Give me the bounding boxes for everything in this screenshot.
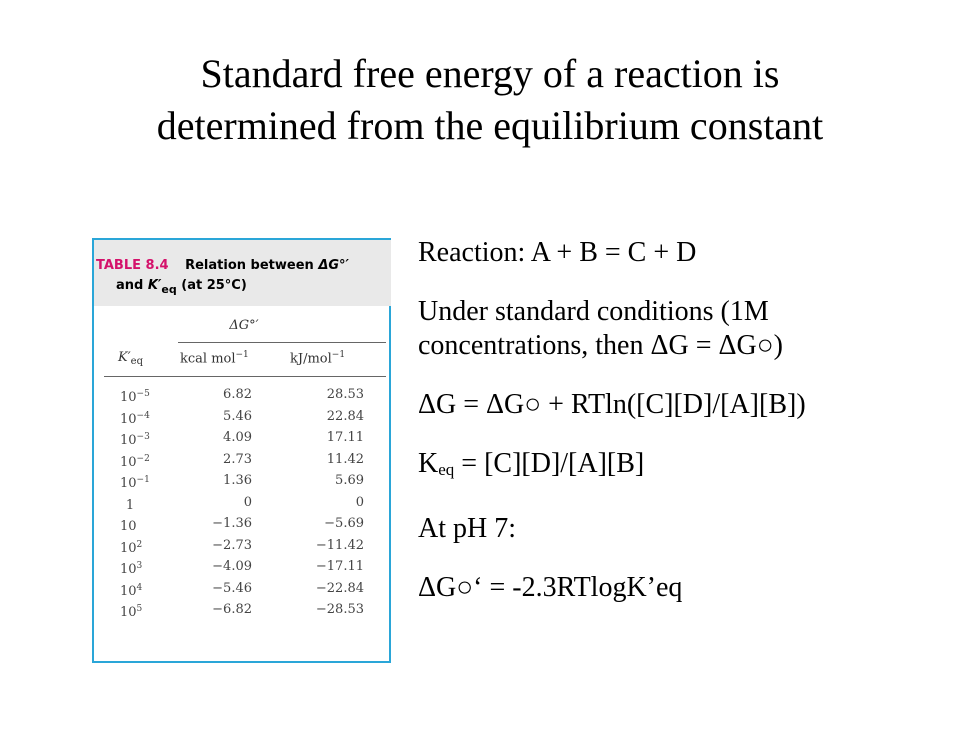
keq-base: 10 bbox=[120, 454, 137, 470]
column-header-kcal bbox=[180, 350, 249, 366]
cell-kj: −22.84 bbox=[315, 580, 364, 596]
group-header-delta-g: ΔG°′ bbox=[229, 318, 259, 333]
table-row bbox=[94, 492, 389, 514]
table-row bbox=[94, 578, 389, 600]
table-figure bbox=[92, 238, 391, 663]
table-label: TABLE 8.4 bbox=[96, 258, 169, 273]
table-row bbox=[94, 535, 389, 557]
table-row bbox=[94, 427, 389, 449]
keq-exp: −4 bbox=[136, 410, 150, 421]
cell-kj: −28.53 bbox=[315, 602, 364, 617]
table-row bbox=[94, 599, 389, 621]
slide-title bbox=[0, 48, 980, 152]
keq-base: 10 bbox=[120, 519, 137, 534]
cell-kcal: 5.46 bbox=[223, 408, 252, 424]
standard-conditions-line-1: Under standard conditions (1M bbox=[418, 296, 769, 327]
caption-k-sub: eq bbox=[161, 283, 177, 296]
table-rows bbox=[94, 384, 389, 621]
cell-kj: 11.42 bbox=[326, 451, 364, 467]
table-caption bbox=[92, 238, 391, 306]
cell-keq bbox=[120, 599, 142, 624]
cell-kj: −11.42 bbox=[315, 537, 364, 553]
keq-base: 10 bbox=[120, 390, 137, 405]
keq-base: 10 bbox=[120, 562, 137, 577]
ph-equation: ΔG○‘ = -2.3RTlogK’eq bbox=[418, 572, 683, 603]
column-header-keq-sub: eq bbox=[130, 356, 143, 367]
notes-text bbox=[418, 236, 948, 605]
cell-kj: 17.11 bbox=[326, 430, 364, 445]
keq-equation bbox=[418, 447, 948, 487]
slide-title-line-1: Standard free energy of a reaction is bbox=[200, 51, 780, 96]
keq-sub: eq bbox=[438, 460, 455, 479]
header-rule bbox=[104, 376, 386, 377]
slide-title-line-2: determined from the equilibrium constant bbox=[156, 103, 824, 148]
cell-kcal: −2.73 bbox=[212, 537, 252, 553]
keq-exp: 2 bbox=[136, 539, 143, 550]
keq-base: 10 bbox=[120, 433, 137, 448]
keq-exp: −5 bbox=[136, 389, 150, 399]
cell-kcal: −5.46 bbox=[212, 580, 252, 596]
cell-kj: −17.11 bbox=[315, 559, 364, 574]
cell-kcal: 4.09 bbox=[223, 430, 252, 445]
cell-kcal: 0 bbox=[243, 494, 252, 510]
keq-base: 10 bbox=[120, 583, 137, 599]
standard-conditions-line-2: concentrations, then ΔG = ΔG○) bbox=[418, 330, 783, 361]
keq-exp: 4 bbox=[136, 582, 143, 593]
cell-kcal: 6.82 bbox=[223, 387, 252, 402]
cell-kcal: 1.36 bbox=[223, 473, 252, 488]
caption-and: and bbox=[116, 278, 144, 293]
table-caption-line-2 bbox=[116, 278, 247, 296]
keq-base: 10 bbox=[120, 411, 137, 427]
keq-exp: −1 bbox=[136, 475, 150, 485]
column-header-kj bbox=[290, 350, 345, 366]
table-row bbox=[94, 556, 389, 578]
column-header-kcal-text: kcal mol bbox=[180, 351, 236, 367]
table-row bbox=[94, 513, 389, 535]
cell-kj: 28.53 bbox=[326, 387, 364, 402]
cell-kj: 5.69 bbox=[335, 473, 364, 488]
column-header-keq-k: K′ bbox=[118, 350, 131, 365]
cell-kcal: −1.36 bbox=[212, 516, 252, 531]
keq-exp: −2 bbox=[136, 453, 150, 464]
cell-kcal: −6.82 bbox=[212, 602, 252, 617]
delta-g-equation: ΔG = ΔG○ + RTln([C][D]/[A][B]) bbox=[418, 389, 806, 420]
table-caption-line-1 bbox=[96, 258, 349, 273]
keq-base: 10 bbox=[120, 540, 137, 556]
data-table bbox=[92, 306, 391, 663]
caption-relation: Relation between bbox=[185, 258, 314, 273]
cell-kj: 0 bbox=[355, 494, 364, 510]
cell-kcal: 2.73 bbox=[223, 451, 252, 467]
caption-delta-g: ΔG°′ bbox=[318, 258, 349, 273]
column-header-kj-sup: −1 bbox=[331, 350, 346, 360]
column-header-keq bbox=[118, 350, 143, 365]
caption-temp: (at 25°C) bbox=[181, 278, 247, 293]
keq-base: 1 bbox=[125, 497, 135, 513]
reaction-line: Reaction: A + B = C + D bbox=[418, 237, 697, 268]
keq-base: 10 bbox=[120, 605, 137, 620]
group-header-rule bbox=[178, 342, 386, 343]
table-row bbox=[94, 470, 389, 492]
keq-rest: = [C][D]/[A][B] bbox=[454, 448, 645, 479]
ph-line: At pH 7: bbox=[418, 513, 516, 544]
caption-k: K′ bbox=[147, 278, 162, 293]
table-row bbox=[94, 406, 389, 428]
cell-kj: −5.69 bbox=[324, 516, 364, 531]
keq-exp: 3 bbox=[136, 561, 143, 571]
cell-kj: 22.84 bbox=[326, 408, 364, 424]
table-row bbox=[94, 449, 389, 471]
keq-base: 10 bbox=[120, 476, 137, 491]
table-row bbox=[94, 384, 389, 406]
cell-kcal: −4.09 bbox=[212, 559, 252, 574]
keq-exp: 5 bbox=[136, 604, 143, 614]
column-header-kj-text: kJ/mol bbox=[290, 351, 332, 367]
column-header-kcal-sup: −1 bbox=[235, 350, 249, 360]
keq-k: K bbox=[418, 448, 439, 479]
keq-exp: −3 bbox=[136, 432, 150, 442]
